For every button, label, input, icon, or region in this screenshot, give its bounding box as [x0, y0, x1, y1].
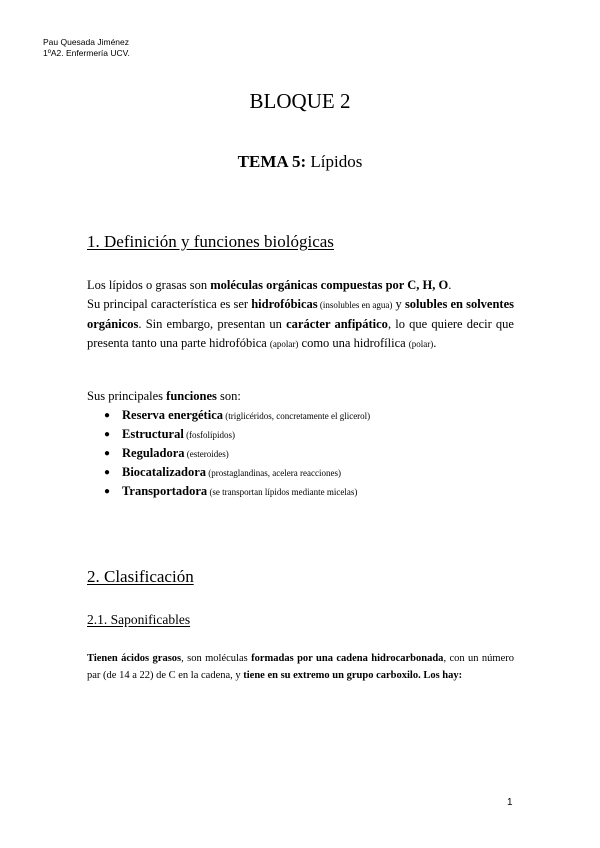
header-course: 1ºA2. Enfermería UCV.	[43, 48, 130, 58]
list-item: ● Reserva energética (triglicéridos, concretamente el glicerol)	[104, 406, 370, 425]
bullet-icon: ●	[104, 410, 111, 421]
section1-paragraph1: Los lípidos o grasas son moléculas orgánicas compuestas por C, H, O. Su principal característica es ser hidrofóbicas (insolubles en agua) y solubles en solventes orgánicos. Sin embargo, presentan un carácter anfipático, lo que quiere decir que presenta tanto una parte hidrofóbica (apolar) como una hidrofílica (polar).	[87, 278, 514, 350]
bullet-icon: ●	[104, 448, 111, 459]
section2-heading: 2. Clasificación	[87, 567, 194, 586]
section2-paragraph: Tienen ácidos grasos, son moléculas formadas por una cadena hidrocarbonada, con un número par (de 14 a 22) de C en la cadena, y tiene en su extremo un grupo carboxilo. Los hay:	[87, 653, 514, 681]
bullet-icon: ●	[104, 467, 111, 478]
bullet-icon: ●	[104, 486, 111, 497]
block-title: BLOQUE 2	[249, 89, 351, 113]
subsection-heading: 2.1. Saponificables	[87, 612, 191, 627]
topic-title	[0, 152, 600, 172]
bullet-icon: ●	[104, 429, 111, 440]
list-item: ● Reguladora (esteroides)	[104, 444, 370, 463]
section1-paragraph2: Sus principales funciones son:	[87, 389, 241, 403]
page-number: 1	[507, 797, 513, 808]
functions-list	[104, 406, 370, 501]
topic-label: TEMA 5:	[237, 152, 307, 171]
header-author: Pau Quesada Jiménez	[43, 37, 129, 47]
list-item: ● Estructural (fosfolípidos)	[104, 425, 370, 444]
section1-heading: 1. Definición y funciones biológicas	[87, 232, 334, 251]
list-item: ● Biocatalizadora (prostaglandinas, acelera reacciones)	[104, 463, 370, 482]
topic-name: Lípidos	[306, 152, 363, 171]
list-item: ● Transportadora (se transportan lípidos mediante micelas)	[104, 482, 370, 501]
